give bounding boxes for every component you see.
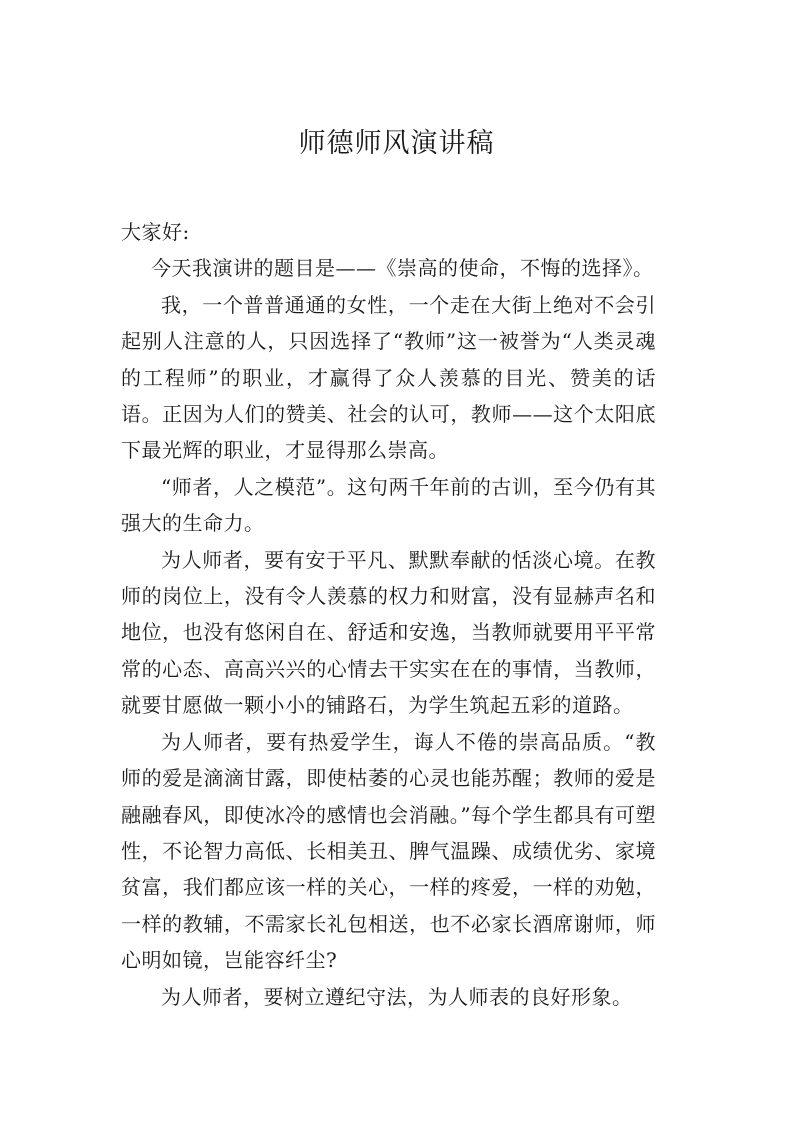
paragraph: 为人师者，要树立遵纪守法，为人师表的良好形象。 [161, 984, 633, 1009]
paragraph: 为人师者，要有安于平凡、默默奉献的恬淡心境。在教师的岗位上，没有令人羡慕的权力和财富，没有显赫声名和地位，也没有悠闲自在、舒适和安逸，当教师就要用平平常常的心态、高高兴兴的心情去干实实在在的事情，当教师，就要甘愿做一颗小小的铺路石，为学生筑起五彩的道路。 [121, 547, 656, 718]
paragraph: 我，一个普普通通的女性，一个走在大街上绝对不会引起别人注意的人，只因选择了“教师”这一被誉为“人类灵魂的工程师”的职业，才赢得了众人羡慕的目光、赞美的话语。正因为人们的赞美、社会的认可，教师——这个太阳底下最光辉的职业，才显得那么崇高。 [121, 292, 656, 463]
paragraph-topic: 今天我演讲的题目是——《崇高的使命，不悔的选择》。 [151, 256, 654, 281]
speech-body [121, 214, 656, 1015]
paragraph: 为人师者，要有热爱学生，诲人不倦的崇高品质。“教师的爱是滴滴甘露，即使枯萎的心灵也能苏醒；教师的爱是融融春风，即使冰冷的感情也会消融。”每个学生都具有可塑性，不论智力高低、长相美丑、脾气温躁、成绩优劣、家境贫富，我们都应该一样的关心，一样的疼爱，一样的劝勉，一样的教辅，不需家长礼包相送，也不必家长酒席谢师，师心明如镜，岂能容纤尘? [121, 729, 656, 973]
salutation: 大家好: [121, 220, 190, 244]
page-title: 师德师风演讲稿 [298, 128, 495, 159]
paragraph: “师者，人之模范”。这句两千年前的古训，至今仍有其强大的生命力。 [121, 474, 656, 536]
